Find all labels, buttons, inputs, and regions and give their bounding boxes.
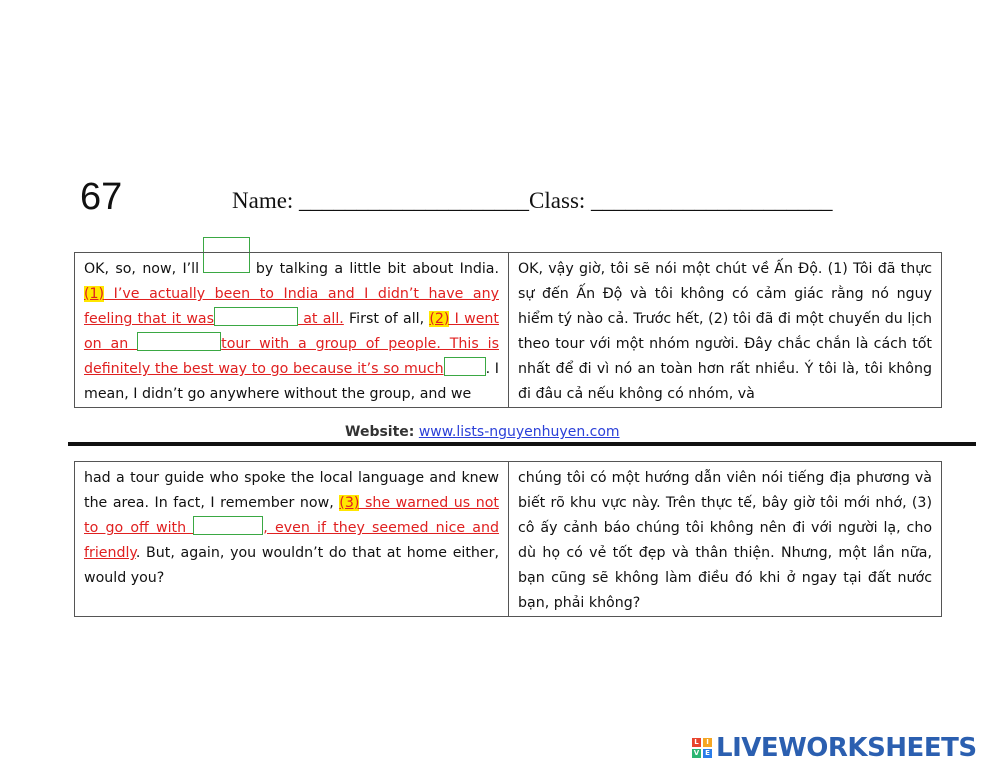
section-2-table	[74, 461, 942, 617]
answer-blank-4[interactable]	[444, 357, 486, 376]
logo-square-i: I	[703, 738, 712, 747]
english-cell-1: OK, so, now, I’ll by talking a little bit about India. (1) I’ve actually been to India and I didn’t have any feeling that it was at all. First of all, (2) I went on an tour with a group of people. This is definitely the best way to go because it’s so much . I mean, I didn’t go anywhere without the group, and we	[75, 253, 509, 408]
answer-blank-2[interactable]	[214, 307, 298, 326]
vietnamese-cell-1: OK, vậy giờ, tôi sẽ nói một chút về Ấn Độ. (1) Tôi đã thực sự đến Ấn Độ và tôi không có cảm giác rằng nó nguy hiểm tý nào cả. Trước hết, (2) tôi đã đi một chuyến du lịch theo tour với một nhóm người. Đây chắc chắn là cách tốt nhất để đi vì nó an toàn hơn rất nhiều. Ý tôi là, tôi không đi đâu cả nếu không có nhóm, và	[509, 253, 942, 408]
vietnamese-cell-2: chúng tôi có một hướng dẫn viên nói tiếng địa phương và biết rõ khu vực này. Trên thực tế, bây giờ tôi mới nhớ, (3) cô ấy cảnh báo chúng tôi không nên đi với người lạ, cho dù họ có vẻ tốt đẹp và thân thiện. Nhưng, một lần nữa, bạn cũng sẽ không làm điều đó khi ở ngay tại đất nước bạn, phải không?	[509, 462, 942, 617]
logo-square-l: L	[692, 738, 701, 747]
logo-text: LIVEWORKSHEETS	[716, 733, 977, 763]
marker-1: (1)	[84, 286, 105, 302]
answer-blank-3[interactable]	[137, 332, 221, 351]
section-1-table	[74, 252, 942, 408]
answer-blank-5[interactable]	[193, 516, 263, 535]
logo-square-e: E	[703, 749, 712, 758]
website-link[interactable]: www.lists-nguyenhuyen.com	[418, 424, 620, 440]
logo-grid-icon	[692, 738, 712, 758]
name-class-line: Name: ____________________Class: _____________________	[232, 188, 833, 213]
liveworksheets-logo	[692, 733, 977, 763]
divider	[68, 442, 976, 446]
marker-3: (3)	[339, 495, 360, 511]
website-line: Website: www.lists-nguyenhuyen.com	[345, 424, 620, 440]
page-number: 67	[80, 176, 123, 218]
marker-2: (2)	[429, 311, 450, 327]
english-cell-2: had a tour guide who spoke the local language and knew the area. In fact, I remember now, (3) she warned us not to go off with , even if they seemed nice and friendly. But, again, you wouldn’t do that at home either, would you?	[75, 462, 509, 617]
logo-square-v: V	[693, 749, 700, 757]
